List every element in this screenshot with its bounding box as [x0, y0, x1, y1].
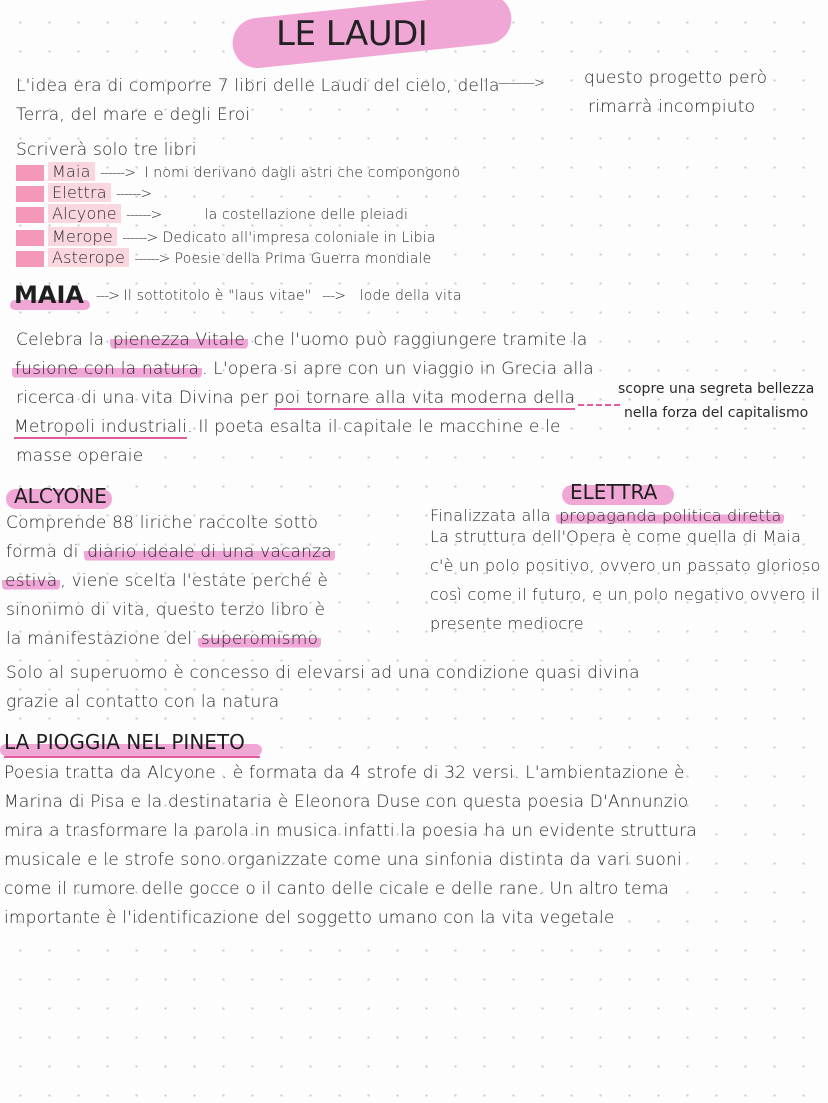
alcyone-text: la manifestazione del — [6, 629, 198, 649]
maia-underline: poi tornare alla vita moderna della — [273, 388, 576, 408]
maia-dashed-connector — [578, 404, 620, 406]
elettra-highlight: propaganda politica diretta — [556, 506, 784, 525]
book-row-asterope — [16, 248, 431, 267]
book-row-alcyone — [16, 204, 408, 223]
maia-arrow-1: ---> — [96, 288, 119, 304]
maia-highlight: pienezza Vitale — [110, 330, 248, 350]
book-arrow: ------> — [99, 165, 136, 181]
pioggia-line: Marina di Pisa e la destinataria è Eleonora Duse con questa poesia D'Annunzio — [4, 792, 689, 812]
book-arrow: ------> — [116, 186, 152, 202]
book-note: Dedicato all'impresa coloniale in Libia — [162, 230, 436, 246]
intro-line-2: Terra, del mare e degli Eroi — [16, 105, 251, 125]
book-arrow: ------> — [134, 251, 170, 267]
book-name: Asterope — [48, 248, 129, 267]
pioggia-heading-underline — [4, 756, 260, 758]
elettra-line-4: così come il futuro, e un polo negativo ovvero il — [430, 585, 821, 604]
pioggia-line: importante è l'identificazione del soggetto umano con la vita vegetale — [4, 908, 615, 928]
maia-arrow-2: ---> — [322, 288, 345, 304]
maia-subtitle-line — [96, 288, 462, 304]
intro-arrow: ———> — [498, 76, 544, 91]
pioggia-line: mira a trasformare la parola in musica infatti la poesia ha un evidente struttura — [4, 821, 697, 841]
alcyone-line-1: Comprende 88 liriche raccolte sotto — [6, 513, 319, 533]
maia-meaning: lode della vita — [359, 288, 462, 304]
book-name: Maia — [48, 162, 95, 181]
maia-paragraph-line-1 — [16, 330, 588, 350]
pioggia-line: Poesia tratta da Alcyone . è formata da 4 strofe di 32 versi. L'ambientazione è — [4, 763, 685, 783]
elettra-line-1 — [430, 506, 784, 525]
book-name: Alcyone — [48, 204, 121, 223]
intro-note-1: questo progetto però — [584, 68, 768, 88]
maia-text: Celebra la — [16, 330, 110, 350]
maia-paragraph-line-2 — [12, 359, 594, 379]
maia-text: ricerca di una vita Divina per — [16, 388, 274, 408]
elettra-text: Finalizzata alla — [430, 506, 557, 525]
book-note: Poesie della Prima Guerra mondiale — [174, 251, 432, 267]
maia-underline: Metropoli industriali — [14, 417, 188, 437]
maia-heading: MAIA — [14, 281, 84, 309]
book-note: la costellazione delle pleiadi — [204, 207, 409, 223]
book-swatch — [16, 207, 44, 223]
book-note: I nomi derivano dagli astri che compongono — [144, 165, 461, 181]
intro-line-1: L'idea era di comporre 7 libri delle Laudi del cielo, della — [16, 76, 500, 96]
book-swatch — [16, 251, 44, 267]
elettra-line-2: La struttura dell'Opera è come quella di Maia — [430, 527, 802, 546]
alcyone-text: forma di — [6, 542, 85, 562]
book-name: Merope — [48, 227, 117, 246]
alcyone-line-4: sinonimo di vita, questo terzo libro è — [6, 600, 326, 620]
book-name: Elettra — [48, 183, 111, 202]
alcyone-heading: ALCYONE — [14, 484, 107, 508]
alcyone-line-7: grazie al contatto con la natura — [6, 692, 280, 712]
book-swatch — [16, 230, 44, 246]
alcyone-line-2 — [6, 542, 335, 562]
book-row-maia — [16, 162, 460, 181]
alcyone-highlight: estiva — [2, 571, 60, 591]
maia-side-note-1: scopre una segreta bellezza — [618, 381, 815, 397]
alcyone-line-6: Solo al superuomo è concesso di elevarsi ad una condizione quasi divina — [6, 663, 640, 683]
book-swatch — [16, 165, 44, 181]
pioggia-heading: LA PIOGGIA NEL PINETO — [4, 730, 245, 754]
book-swatch — [16, 186, 44, 202]
book-row-elettra — [16, 183, 151, 202]
alcyone-text: , viene scelta l'estate perché è — [60, 571, 328, 591]
maia-text: . L'opera si apre con un viaggio in Grecia alla — [202, 359, 594, 379]
pioggia-line: musicale e le strofe sono organizzate come una sinfonia distinta da vari suoni — [4, 850, 682, 870]
maia-paragraph-line-5: masse operaie — [16, 446, 144, 466]
maia-text: che l'uomo può raggiungere tramite la — [247, 330, 588, 350]
alcyone-line-5 — [6, 629, 321, 649]
page-title: LE LAUDI — [276, 14, 428, 54]
maia-subtitle: Il sottotitolo è "laus vitae" — [123, 288, 312, 304]
alcyone-line-3 — [2, 571, 328, 591]
pioggia-line: come il rumore delle gocce o il canto delle cicale e delle rane. Un altro tema — [4, 879, 670, 899]
book-row-merope — [16, 227, 436, 246]
maia-side-note-2: nella forza del capitalismo — [624, 405, 809, 421]
alcyone-highlight: superomismo — [198, 629, 321, 649]
intro-note-2: rimarrà incompiuto — [588, 97, 756, 117]
books-heading: Scriverà solo tre libri — [16, 140, 197, 160]
book-arrow: ------> — [122, 230, 158, 246]
book-arrow: ------> — [126, 207, 162, 223]
elettra-heading: ELETTRA — [570, 480, 658, 504]
maia-paragraph-line-3 — [16, 388, 575, 408]
elettra-line-5: presente mediocre — [430, 614, 584, 633]
maia-paragraph-line-4 — [14, 417, 561, 437]
maia-text: . Il poeta esalta il capitale le macchine e le — [187, 417, 561, 437]
alcyone-highlight: diario ideale di una vacanza — [84, 542, 335, 562]
elettra-line-3: c'è un polo positivo, ovvero un passato glorioso — [430, 556, 821, 575]
maia-highlight: fusione con la natura — [12, 359, 202, 379]
